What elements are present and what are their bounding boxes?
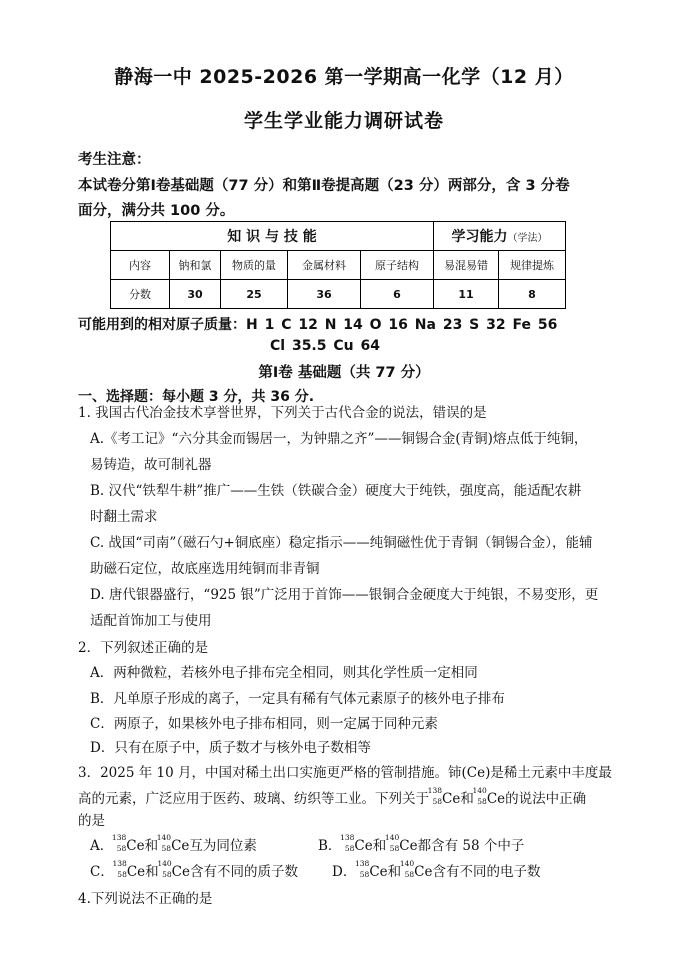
question-2-option-b: B．凡单原子形成的离子，一定具有稀有气体元素原子的核外电子排布: [90, 691, 505, 707]
column-score: 8: [499, 280, 566, 309]
column-name: 易混易错: [434, 251, 499, 280]
exam-title: 静海一中 2025-2026 第一学期高一化学（12 月）: [114, 66, 574, 88]
question-1-option-b-cont: 时翻土需求: [90, 509, 158, 525]
question-1-option-d: D. 唐代银器盛行，“925 银”广泛用于首饰——银铜合金硬度大于纯银，不易变形，更: [90, 587, 599, 603]
question-3-option-c: C． 138 58 Ce和 140 58 Ce含有不同的质子数: [90, 859, 298, 880]
row-label-content: 内容: [111, 251, 170, 280]
question-1-option-a-cont: 易铸造，故可制礼器: [90, 457, 212, 473]
column-name: 规律提炼: [499, 251, 566, 280]
column-name: 物质的量: [221, 251, 288, 280]
column-score: 6: [361, 280, 434, 309]
question-3-option-d: D． 138 58 Ce和 140 58 Ce含有不同的电子数: [332, 859, 541, 880]
isotope-notation: 138 58: [427, 786, 442, 806]
isotope-notation: 140 58: [472, 786, 487, 806]
part-1-title: 第Ⅰ卷 基础题（共 77 分）: [258, 365, 430, 381]
column-score: 30: [170, 280, 221, 309]
question-3-option-b: B． 138 58 Ce和 140 58 Ce都含有 58 个中子: [318, 833, 525, 854]
question-3-stem-3: 的是: [78, 813, 105, 829]
question-2-option-d: D．只有在原子中，质子数才与核外电子数相等: [90, 740, 371, 756]
column-score: 36: [288, 280, 361, 309]
atomic-mass-line-1: 可能用到的相对原子质量：H 1 C 12 N 14 O 16 Na 23 S 32 Fe 56: [78, 317, 558, 333]
question-1-stem: 1. 我国古代冶金技术享誉世界，下列关于古代合金的说法，错误的是: [78, 405, 487, 421]
exam-subtitle: 学生学业能力调研试卷: [243, 110, 444, 132]
group-ability: 学习能力（学法）: [434, 222, 566, 251]
question-1-option-d-cont: 适配首饰加工与使用: [90, 613, 212, 629]
atomic-mass-line-2: Cl 35.5 Cu 64: [270, 338, 380, 354]
notice-line-2: 面分，满分共 100 分。: [78, 203, 235, 219]
question-1-option-c-cont: 助磁石定位，故底座选用纯铜而非青铜: [90, 561, 320, 577]
question-2-option-a: A．两种微粒，若核外电子排布完全相同，则其化学性质一定相同: [90, 665, 478, 681]
question-1-option-b: B. 汉代“铁犁牛耕”推广——生铁（铁碳合金）硬度大于纯铁，强度高，能适配农耕: [90, 483, 582, 499]
section-1-title: 一、选择题：每小题 3 分，共 36 分.: [78, 389, 315, 405]
column-score: 25: [221, 280, 288, 309]
question-3-stem-1: 3．2025 年 10 月，中国对稀土出口实施更严格的管制措施。铈(Ce)是稀土元素中丰度最: [78, 765, 612, 781]
question-3-option-a: A． 138 58 Ce和 140 58 Ce互为同位素: [90, 833, 257, 854]
column-score: 11: [434, 280, 499, 309]
question-2-stem: 2．下列叙述正确的是: [78, 640, 209, 656]
row-label-score: 分数: [111, 280, 170, 309]
notice-label: 考生注意：: [78, 152, 151, 168]
score-table: [110, 221, 566, 309]
group-knowledge: 知 识 与 技 能: [111, 222, 434, 251]
question-1-option-a: A.《考工记》“六分其金而锡居一，为钟鼎之齐”——铜锡合金(青铜)熔点低于纯铜，: [90, 431, 588, 447]
question-3-stem-2: 高的元素，广泛应用于医药、玻璃、纺织等工业。下列关于 138 58 Ce和 140 58 Ce的说法中正确: [78, 786, 587, 807]
question-2-option-c: C．两原子，如果核外电子排布相同，则一定属于同种元素: [90, 716, 438, 732]
column-name: 原子结构: [361, 251, 434, 280]
question-1-option-c: C. 战国“司南”（磁石勺+铜底座）稳定指示——纯铜磁性优于青铜（铜锡合金），能辅: [90, 535, 593, 551]
notice-line-1: 本试卷分第Ⅰ卷基础题（77 分）和第Ⅱ卷提高题（23 分）两部分，含 3 分卷: [78, 178, 570, 194]
question-4-stem: 4.下列说法不正确的是: [78, 891, 213, 907]
column-name: 钠和氯: [170, 251, 221, 280]
column-name: 金属材料: [288, 251, 361, 280]
